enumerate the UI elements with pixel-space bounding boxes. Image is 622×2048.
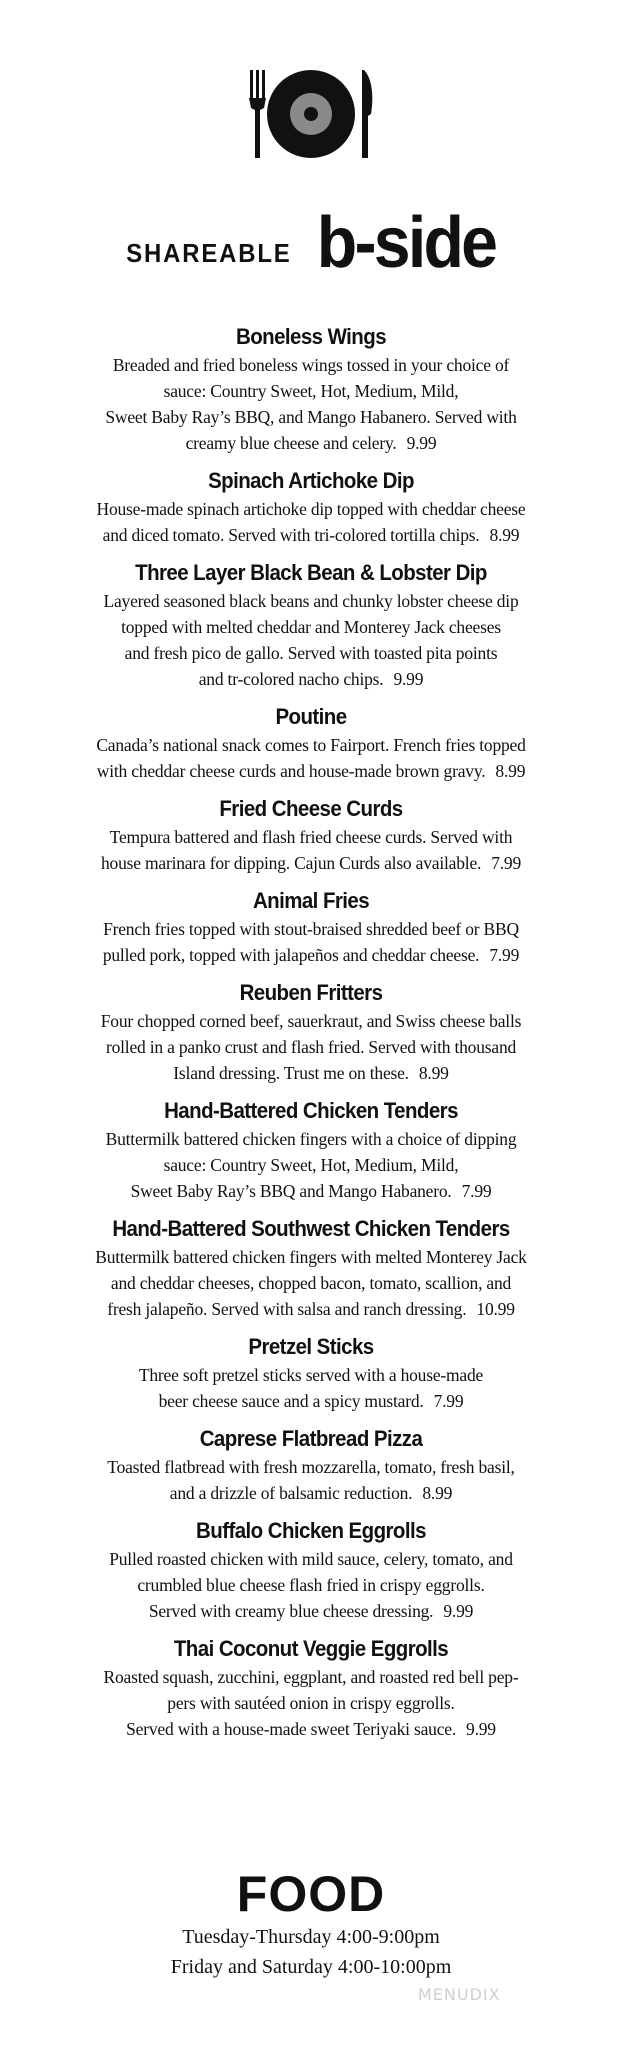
- description-line: [0, 1454, 622, 1480]
- description-line: [0, 588, 622, 614]
- description-line: [0, 1388, 622, 1414]
- description-line: [0, 666, 622, 692]
- menu-item-price: 7.99: [461, 1181, 492, 1201]
- description-text: Toasted flatbread with fresh mozzarella, tomato, fresh basil,: [107, 1457, 515, 1477]
- fork-record-knife-icon: [240, 62, 382, 162]
- menu-item-price: 9.99: [393, 669, 424, 689]
- description-text: creamy blue cheese and celery.: [185, 433, 397, 453]
- description-text: and cheddar cheeses, chopped bacon, tomato, scallion, and: [110, 1273, 512, 1293]
- food-title: FOOD: [236, 1866, 386, 1922]
- menu-item: [0, 978, 622, 1086]
- description-text: Four chopped corned beef, sauerkraut, and Swiss cheese balls: [100, 1011, 522, 1031]
- menu-item-description: [0, 1126, 622, 1204]
- description-text: Buttermilk battered chicken fingers with melted Monterey Jack: [95, 1247, 527, 1267]
- description-text: French fries topped with stout-braised shredded beef or BBQ: [103, 919, 519, 939]
- description-line: [0, 1270, 622, 1296]
- description-line: [0, 614, 622, 640]
- brand-big-text: b-side: [316, 203, 496, 284]
- description-text: and a drizzle of balsamic reduction.: [169, 1483, 413, 1503]
- hours-line-1: Tuesday-Thursday 4:00-9:00pm: [182, 1926, 440, 1948]
- description-text: Island dressing. Trust me on these.: [173, 1063, 409, 1083]
- description-text: Layered seasoned black beans and chunky lobster cheese dip: [103, 591, 519, 611]
- description-text: rolled in a panko crust and flash fried. Served with thousand: [105, 1037, 517, 1057]
- description-text: Canada’s national snack comes to Fairport. French fries topped: [96, 735, 526, 755]
- description-line: [0, 522, 622, 548]
- menu-item-description: [0, 1244, 622, 1322]
- description-line: [0, 1362, 622, 1388]
- menu-item-description: [0, 732, 622, 784]
- description-line: [0, 1126, 622, 1152]
- menu-item-name: Hand-Battered Southwest Chicken Tenders: [112, 1216, 510, 1241]
- menu-item-name: Fried Cheese Curds: [219, 796, 403, 821]
- description-text: Pulled roasted chicken with mild sauce, celery, tomato, and: [109, 1549, 513, 1569]
- description-line: [0, 640, 622, 666]
- description-text: sauce: Country Sweet, Hot, Medium, Mild,: [163, 1155, 459, 1175]
- description-text: House-made spinach artichoke dip topped with cheddar cheese: [96, 499, 526, 519]
- description-text: and diced tomato. Served with tri-colored tortilla chips.: [102, 525, 480, 545]
- description-line: [0, 1152, 622, 1178]
- menu-item-description: [0, 1454, 622, 1506]
- menu-item-price: 8.99: [418, 1063, 449, 1083]
- description-text: Served with a house-made sweet Teriyaki sauce.: [126, 1719, 457, 1739]
- description-line: [0, 916, 622, 942]
- menu-item: [0, 886, 622, 968]
- description-text: Three soft pretzel sticks served with a house-made: [138, 1365, 484, 1385]
- menu-item-price: 8.99: [495, 761, 526, 781]
- description-text: house marinara for dipping. Cajun Curds also available.: [100, 853, 482, 873]
- menu-item: [0, 1516, 622, 1624]
- description-line: [0, 1244, 622, 1270]
- menu-item-description: [0, 1664, 622, 1742]
- menu-item-price: 9.99: [443, 1601, 474, 1621]
- menu-item-description: [0, 352, 622, 456]
- menu-item-name: Pretzel Sticks: [248, 1334, 374, 1359]
- description-line: [0, 1296, 622, 1322]
- menu-item-description: [0, 1008, 622, 1086]
- description-text: Tempura battered and flash fried cheese curds. Served with: [109, 827, 513, 847]
- menu-item-name: Three Layer Black Bean & Lobster Dip: [135, 560, 487, 585]
- description-text: and tr-colored nacho chips.: [198, 669, 384, 689]
- description-line: [0, 430, 622, 456]
- description-text: beer cheese sauce and a spicy mustard.: [158, 1391, 424, 1411]
- description-text: Served with creamy blue cheese dressing.: [148, 1601, 434, 1621]
- description-text: Roasted squash, zucchini, eggplant, and roasted red bell pep-: [103, 1667, 519, 1687]
- menu-item-name: Poutine: [275, 704, 347, 729]
- menu-item-price: 8.99: [422, 1483, 453, 1503]
- watermark: MENUDIX: [418, 1985, 501, 2004]
- description-text: Sweet Baby Ray’s BBQ and Mango Habanero.: [130, 1181, 452, 1201]
- menu-item: [0, 702, 622, 784]
- description-text: sauce: Country Sweet, Hot, Medium, Mild,: [163, 381, 459, 401]
- description-text: with cheddar cheese curds and house-made brown gravy.: [96, 761, 486, 781]
- description-line: [0, 378, 622, 404]
- description-line: [0, 352, 622, 378]
- menu-item-price: 7.99: [491, 853, 522, 873]
- description-line: [0, 1716, 622, 1742]
- footer: [0, 1866, 622, 1982]
- menu-item: [0, 1332, 622, 1414]
- menu-item-price: 9.99: [466, 1719, 496, 1739]
- description-line: [0, 496, 622, 522]
- description-text: Sweet Baby Ray’s BBQ, and Mango Habanero. Served with: [105, 407, 517, 427]
- description-text: fresh jalapeño. Served with salsa and ranch dressing.: [107, 1299, 467, 1319]
- description-line: [0, 850, 622, 876]
- description-text: and fresh pico de gallo. Served with toasted pita points: [124, 643, 498, 663]
- menu-item-name: Spinach Artichoke Dip: [208, 468, 414, 493]
- menu-item-description: [0, 496, 622, 548]
- menu-item-price: 7.99: [489, 945, 520, 965]
- description-line: [0, 1178, 622, 1204]
- description-line: [0, 1480, 622, 1506]
- menu-item-price: 10.99: [476, 1299, 515, 1319]
- menu-item-price: 7.99: [433, 1391, 464, 1411]
- description-text: Buttermilk battered chicken fingers with a choice of dipping: [105, 1129, 517, 1149]
- description-text: pers with sautéed onion in crispy eggrolls.: [167, 1693, 455, 1713]
- menu-item-name: Caprese Flatbread Pizza: [199, 1426, 423, 1451]
- menu-item: [0, 794, 622, 876]
- description-line: [0, 404, 622, 430]
- menu-list: [0, 322, 622, 1752]
- description-text: topped with melted cheddar and Monterey Jack cheeses: [121, 617, 501, 637]
- menu-item: [0, 1424, 622, 1506]
- brand-logo: [0, 196, 622, 284]
- menu-item: [0, 1634, 622, 1742]
- menu-item-name: Reuben Fritters: [239, 980, 383, 1005]
- menu-item: [0, 558, 622, 692]
- menu-item-price: 8.99: [489, 525, 520, 545]
- description-line: [0, 1546, 622, 1572]
- menu-item-name: Hand-Battered Chicken Tenders: [164, 1098, 458, 1123]
- menu-item: [0, 466, 622, 548]
- menu-item: [0, 322, 622, 456]
- description-text: Breaded and fried boneless wings tossed in your choice of: [112, 355, 510, 375]
- brand-small-text: SHAREABLE: [126, 238, 292, 268]
- menu-item-name: Buffalo Chicken Eggrolls: [196, 1518, 426, 1543]
- description-line: [0, 1664, 622, 1690]
- menu-item-name: Animal Fries: [252, 888, 370, 913]
- menu-item-name: Boneless Wings: [235, 324, 387, 349]
- description-line: [0, 1008, 622, 1034]
- description-line: [0, 1060, 622, 1086]
- menu-item-description: [0, 1362, 622, 1414]
- description-line: [0, 1598, 622, 1624]
- description-line: [0, 1572, 622, 1598]
- menu-item-description: [0, 1546, 622, 1624]
- menu-item-description: [0, 916, 622, 968]
- description-line: [0, 732, 622, 758]
- menu-item-description: [0, 824, 622, 876]
- menu-item: [0, 1214, 622, 1322]
- description-line: [0, 758, 622, 784]
- description-text: crumbled blue cheese flash fried in crispy eggrolls.: [137, 1575, 485, 1595]
- hours-line-2: Friday and Saturday 4:00-10:00pm: [170, 1956, 452, 1978]
- description-line: [0, 1690, 622, 1716]
- description-line: [0, 942, 622, 968]
- menu-item-name: Thai Coconut Veggie Eggrolls: [173, 1636, 449, 1661]
- menu-item: [0, 1096, 622, 1204]
- menu-item-price: 9.99: [406, 433, 437, 453]
- description-text: pulled pork, topped with jalapeños and cheddar cheese.: [102, 945, 480, 965]
- description-line: [0, 824, 622, 850]
- menu-item-description: [0, 588, 622, 692]
- description-line: [0, 1034, 622, 1060]
